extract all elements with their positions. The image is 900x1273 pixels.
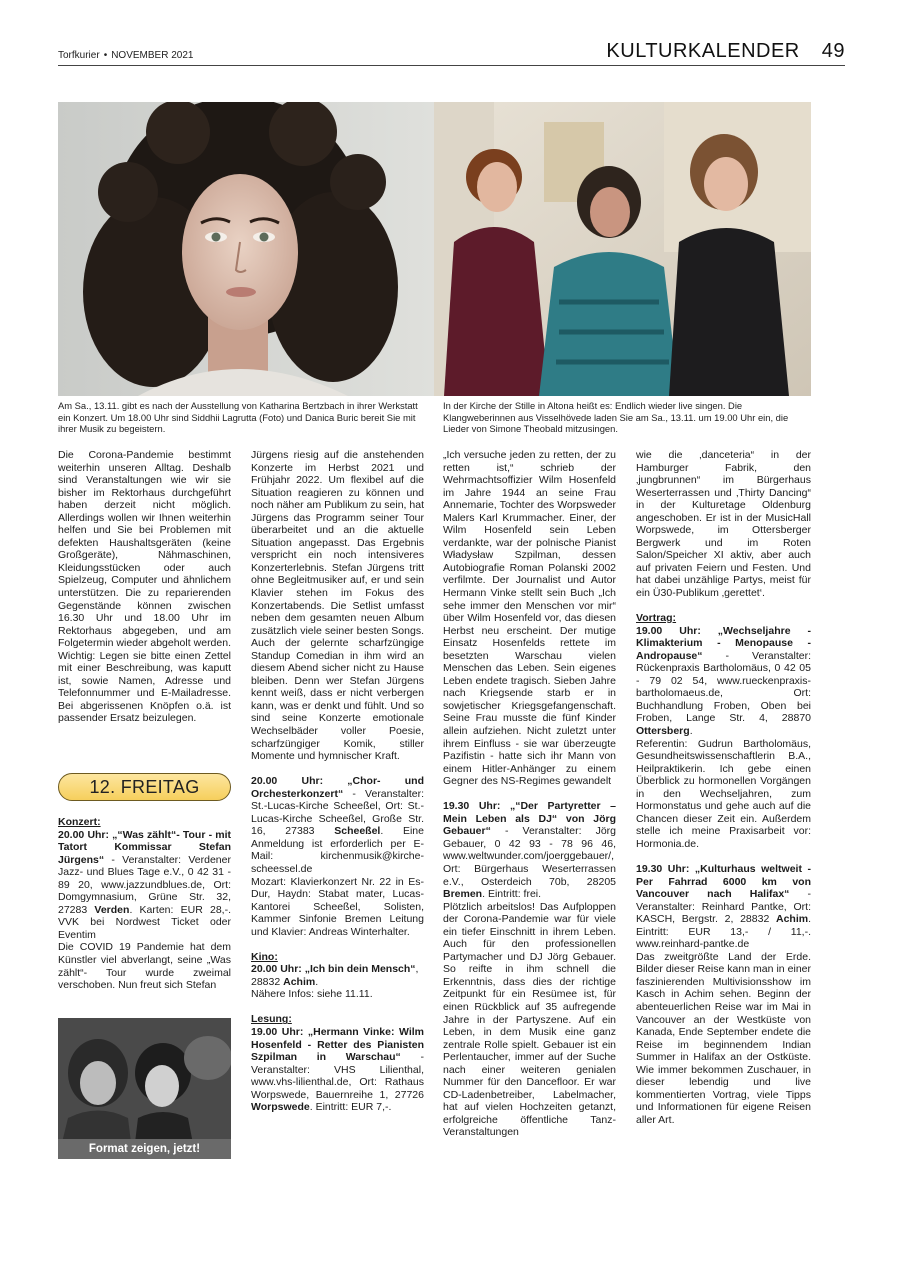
page-number: 49 bbox=[821, 40, 845, 62]
wechseljahre-details: - Veranstalter: Rückenpraxis Bartholomäus, 0 42 05 - 79 02 54, www.rueckenpraxis-bartholomaeus.de, Ort: Buchhandlung Froben, Oben bei Froben, Lange Str. 4, 28870 bbox=[636, 649, 811, 725]
day-badge: 12. FREITAG bbox=[58, 773, 231, 801]
column-1 bbox=[58, 449, 231, 725]
fahrrad-title: 19.30 Uhr: „Kulturhaus weltweit - Per Fahrrad 6000 km von Vancouver nach Halifax“ bbox=[636, 862, 811, 901]
section-title: KULTURKALENDER bbox=[606, 40, 800, 62]
vortrag-heading: Vortrag: bbox=[636, 612, 677, 625]
konzert-heading: Konzert: bbox=[58, 816, 101, 828]
kino-details: , 28832 bbox=[251, 963, 419, 988]
partyretter-fee: . Eintritt: frei. bbox=[482, 888, 542, 901]
issue-date: NOVEMBER 2021 bbox=[111, 50, 194, 61]
fahrrad-story: Das zweitgrößte Land der Erde. Bilder dieser Reise kann man in einer faszinierenden Multivisionsshow im Kasch in Achim sehen. Beginn der abenteuerlichen Reise war im Mai in Vancouver an der Westküste von Kanada, Ende September endete die Reise im beginnendem Indian Summer in Halifax an der Ostküste. Wie immer bekommen Zuschauer, in dieser lebendig und live kommentierten Vortrag, viele Tipps und Informationen für eigene Reisen aller Art. bbox=[636, 950, 811, 1126]
wechseljahre-city: Ottersberg bbox=[636, 724, 690, 737]
promo-label: Format zeigen, jetzt! bbox=[58, 1139, 231, 1159]
wechseljahre-entry bbox=[636, 625, 811, 738]
hosenfeld-story: „Ich versuche jeden zu retten, der zu retten ist,“ schrieb der Wehrmachtsoffizier Wilm Hosenfeld im Jahre 1944 an seine Frau Annemarie, Tochter des Worpsweder Malers Karl Krummacher. Einer, der Wilm Hosenfeld sein Leben verdankte, war der polnische Pianist Władysław Szpilman, dessen Autobiografie Roman Polanski 2002 verfilmte. Der Journalist und Autor Hermann Vinke stellt sein Buch „Ich sehe immer den Menschen vor mir“ über Wilm Hosenfeld vor, das diesen Herbst neu erscheint. Der mutige Einsatz Hosenfelds rettete im besetzten Warschau vielen Menschen das Leben. Sein eigenes Leben endete tragisch. Sieben Jahre nach Kriegsende starb er in sowjetischer Kriegsgefangenschaft. Seine Frau musste die fünf Kinder allein aufziehen. Nicht zuletzt unter ihrem Einfluss - sie war überzeugte Pazifistin - hatte sich ihr Mann von einem Hitler-Anhänger zu einem Gegner des NS-Regimes gewandelt bbox=[443, 449, 616, 788]
partyretter-details: - Veranstalter: Jörg Gebauer, 0 42 93 - 78 96 46, www.weltwunder.com/joerggebauer/, Ort: Bürgerhaus Weserterrassen e.V., Osterdeich 70b, 28205 bbox=[443, 825, 616, 888]
lesung-entry bbox=[251, 1026, 424, 1114]
header-rule bbox=[58, 65, 845, 66]
header-separator: • bbox=[103, 50, 108, 61]
partyretter-entry bbox=[443, 800, 616, 900]
kino-city: Achim bbox=[283, 975, 316, 988]
kino-period: . bbox=[315, 975, 319, 988]
chor-title: 20.00 Uhr: „Chor- und Orchesterkonzert“ bbox=[251, 775, 424, 800]
gebauer-story-end: wie die ‚danceteria“ in der Hamburger Fabrik, den ‚jungbrunnen“ im Bürgerhaus Weserterrassen und ‚Thirty Dancing“ in der Kulturetage Oldenburg angeschoben. Er ist in der MusicHall Worpswede, im Ottersberger Bergwerk und im Roten Salon/Speicher XI aktiv, aber auch auf privaten Feiern und Festen. Und hat dabei unzählige Partys, meist für ein Ü30-Publikum ‚gerettet‘. bbox=[636, 449, 811, 600]
chor-city: Scheeßel bbox=[334, 825, 381, 838]
lesung-details: - Veranstalter: VHS Lilienthal, www.vhs-lilienthal.de, Ort: Rathaus Worpswede, Bauernreihe 1, 27726 bbox=[251, 1051, 424, 1101]
fahrrad-city: Achim bbox=[775, 913, 809, 926]
fahrrad-entry bbox=[636, 863, 811, 951]
wechseljahre-title: 19.00 Uhr: „Wechseljahre - Klimakterium - Menopause - Andropause“ bbox=[636, 624, 811, 662]
wechseljahre-period: . bbox=[689, 724, 693, 737]
caption-portrait: Am Sa., 13.11. gibt es nach der Ausstellung von Katharina Bertzbach in ihrer Werkstatt ein Konzert. Um 18.00 Uhr sind Siddhii Lagrutta (Foto) und Danica Buric bereit Sie mit ihrer Musik zu begeistern. bbox=[58, 400, 418, 435]
chor-details: - Veranstalter: St.-Lucas-Kirche Scheeßel, Ort: St.-Lucas-Kirche Scheeßel, Große Str. 16, 27383 bbox=[251, 787, 424, 838]
fahrrad-fee: . Eintritt: EUR 13,- / 11,-. www.reinhard-pantke.de bbox=[636, 913, 811, 951]
repair-cafe-intro: Die Corona-Pandemie bestimmt weiterhin unseren Alltag. Deshalb sind Veranstaltungen wie wir sie bisher im Rektorhaus durchgeführt haben derzeit nicht möglich. Allerdings wollen wir Ihnen weiterhin helfen und Sie bei Problemen mit defekten Haushaltsgeräten (keine Großgeräte), Nähmaschinen, Kleidungsstücken oder auch Spielzeug, Computer und ähnlichem unterstützen. Die zu reparierenden Gegenstände können zwischen 16.30 Uhr und 18.00 Uhr im Rektorhaus abgegeben, und am Folgetermin wieder abgeholt werden. Wichtig: Legen sie bitte einen Zettel mit einer Beschreibung, was kaputt ist, sowie Namen, Adresse und Telefonnummer und E-Mailadresse. Bei abgerissenen Knöpfen o.ä. ist passender Ersatz beizulegen. bbox=[58, 449, 231, 725]
promo-image bbox=[58, 1018, 231, 1159]
konzert-tickets: . Karten: EUR 28,-. VVK bei Nordwest Ticket oder Eventim bbox=[58, 903, 231, 941]
lesung-city: Worpswede bbox=[251, 1101, 310, 1114]
chor-program: Mozart: Klavierkonzert Nr. 22 in Es-Dur, Haydn: Stabat mater, Lucas-Kantorei Scheeßel, Solisten, Kammer Sinfonie Bremen Leitung und Klavier: Andreas Winterhalter. bbox=[251, 875, 424, 938]
wechseljahre-story: Referentin: Gudrun Bartholomäus, Gesundheitswissenschaftlerin B.A., Heilpraktikerin. Ich gebe einen Überblick zu hormonellen Vorgängen in den Wechseljahren, zum Hormonstatus und gehe auch auf die Chancen dieser Zeit ein. Außerdem stelle ich meine Praxisarbeit vor: Hormonia.de. bbox=[636, 737, 811, 850]
partyretter-story: Plötzlich arbeitslos! Das Aufploppen der Corona-Pandemie war für viele ein tiefer Einschnitt in ihrem Leben. Auch für den professionellen Partymacher und DJ Jörg Gebauer. So reifte in ihm schnell die Erkenntnis, dass dies der richtige Zeitpunkt für ein Resümee ist, für einen Rückblick auf 35 aufregende Jahre in der Partyszene. Auf ein Leben, in dem Musik eine ganz zentrale Rolle spielt. Gebauer ist ein Perlentaucher, immer auf der Suche nach einer weiteren genialen Nummer für den Dancefloor. Er war CD-Ladenbetreiber, Labelmacher, hat auf vielen Hochzeiten getanzt, erfolgreiche öffentliche Tanz-Veranstaltungen bbox=[443, 900, 616, 1139]
column-2 bbox=[251, 449, 424, 1114]
column-1-events bbox=[58, 816, 231, 992]
fahrrad-details: - Veranstalter: Reinhard Pantke, Ort: KASCH, Bergstr. 2, 28832 bbox=[636, 888, 811, 926]
partyretter-title: 19.30 Uhr: „“Der Partyretter – Mein Leben als DJ“ von Jörg Gebauer“ bbox=[443, 800, 616, 838]
lesung-heading: Lesung: bbox=[251, 1013, 292, 1026]
konzert-entry bbox=[58, 829, 231, 942]
column-3 bbox=[443, 449, 616, 1139]
juergens-story: Jürgens riesig auf die anstehenden Konzerte im Herbst 2021 und Frühjahr 2022. Um flexibel auf die Situation reagieren zu können und noch näher am Publikum zu sein, hat Jürgens das Programm seiner Tour überarbeitet und an die aktuelle Situation angepasst. Das Ergebnis verspricht ein noch intensiveres Konzerterlebnis. Stefan Jürgens tritt ohne Begleitmusiker auf, er und sein Klavier stehen im Fokus des Konzertabends. Die Setlist umfasst neben dem gesamten neuen Album zusätzlich viele seiner besten Songs. Auch der gelernte scharfzüngige Standup Comedian in ihm wird an diesem Abend sicher nicht zu Hause bleiben. Denn wer Stefan Jürgens kennt weiß, dass er nicht verbergen kann, was er denkt und fühlt. Und so sind seine Konzerte emotionale Wechselbäder voller Poesie, scharfzüngiger Komik, stiller Momente und hymnischer Kraft. bbox=[251, 449, 424, 763]
caption-singers: In der Kirche der Stille in Altona heißt es: Endlich wieder live singen. Die Klangweberinnen aus Visselhövede laden Sie am Sa., 13.11. um 19.00 Uhr ein, die Lieder von Simone Theobald mitzusingen. bbox=[443, 400, 789, 435]
konzert-details: - Veranstalter: Verdener Jazz- und Blues Tage e.V., 0 42 31 - 89 20, www.jazzundblues.de, Ort: Domgymnasium, Grüne Str. 32, 27283 bbox=[58, 853, 231, 916]
chor-entry bbox=[251, 775, 424, 875]
lesung-fee: . Eintritt: EUR 7,-. bbox=[309, 1101, 392, 1114]
partyretter-city: Bremen bbox=[443, 888, 483, 901]
header-publication bbox=[58, 50, 193, 61]
kino-entry bbox=[251, 963, 424, 988]
column-4 bbox=[636, 449, 811, 1126]
lesung-title: 19.00 Uhr: „Hermann Vinke: Wilm Hosenfeld - Retter des Pianisten Szpilman in Warschau“ bbox=[251, 1026, 424, 1064]
konzert-city: Verden bbox=[94, 903, 130, 916]
kino-title: 20.00 Uhr: „Ich bin dein Mensch“ bbox=[251, 963, 416, 976]
photo-singers bbox=[434, 102, 811, 396]
header-section bbox=[606, 40, 845, 63]
konzert-story: Die COVID 19 Pandemie hat dem Künstler viel abverlangt, seine „Was zählt“- Tour wurde zweimal verschoben. Nun freut sich Stefan bbox=[58, 941, 231, 992]
kino-heading: Kino: bbox=[251, 950, 278, 963]
chor-registration: . Eine Anmeldung ist erforderlich per E-Mail: kirchenmusik@kirche-scheessel.de bbox=[251, 825, 424, 875]
publication-name: Torfkurier bbox=[58, 50, 100, 61]
konzert-title: 20.00 Uhr: „“Was zählt“- Tour - mit Tatort Kommissar Stefan Jürgens“ bbox=[58, 828, 231, 866]
kino-info: Nähere Infos: siehe 11.11. bbox=[251, 988, 373, 1001]
photo-portrait bbox=[58, 102, 434, 396]
